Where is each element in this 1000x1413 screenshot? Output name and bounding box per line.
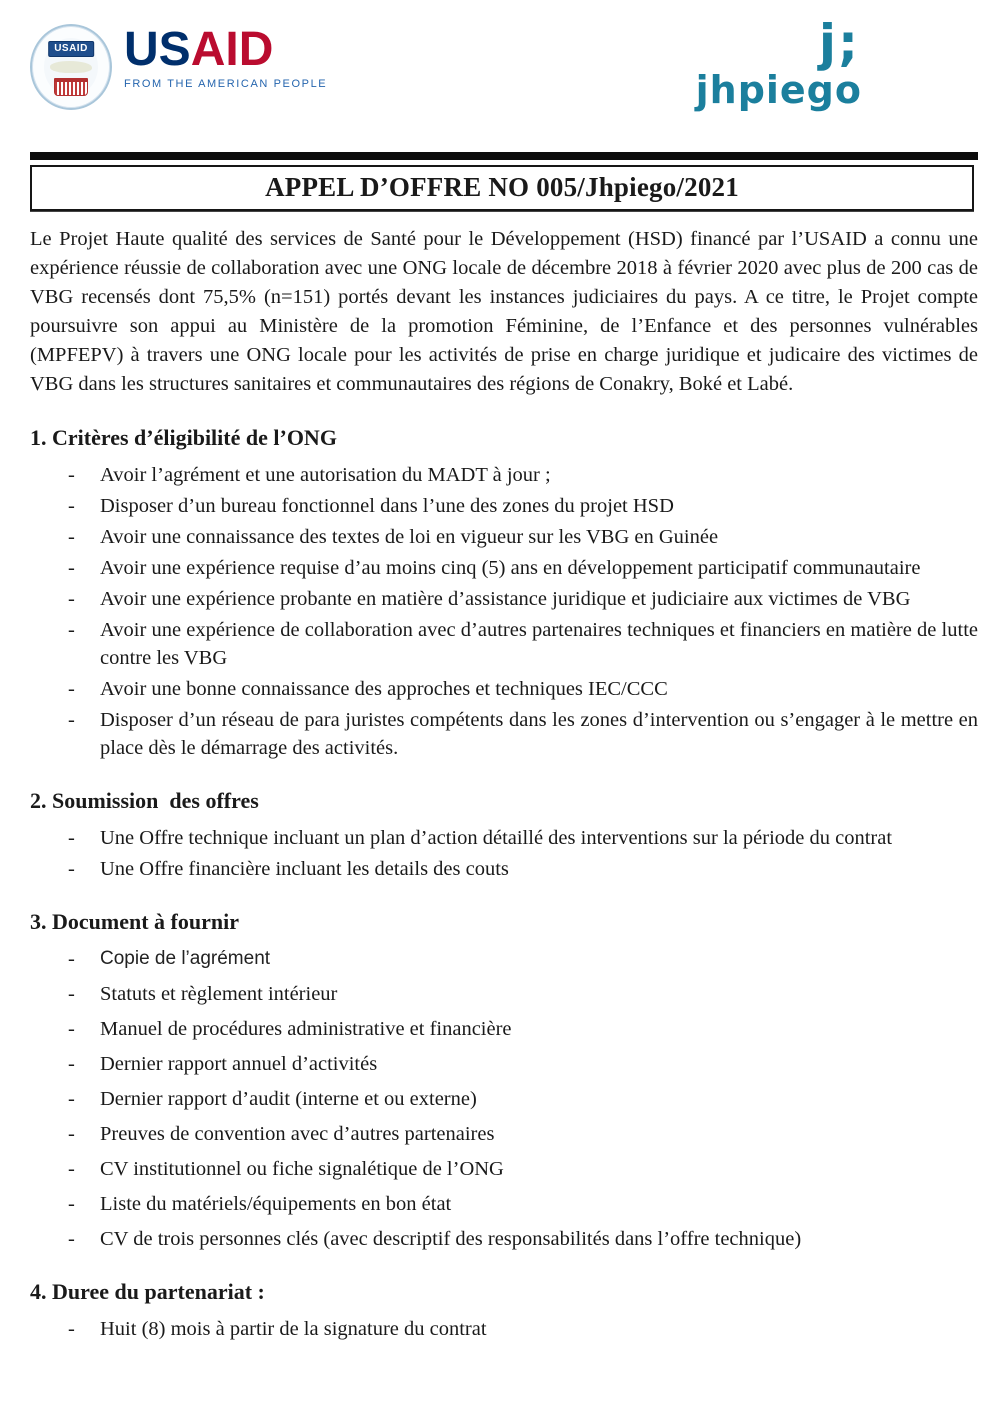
dash-bullet: - — [68, 827, 75, 849]
list-item-text: Avoir une bonne connaissance des approches et techniques IEC/CCC — [100, 678, 668, 700]
list-item-text: Une Offre financière incluant les details des couts — [100, 858, 509, 880]
list-item — [66, 1120, 978, 1148]
list-item — [66, 554, 978, 582]
list-item-text: Avoir une expérience requise d’au moins cinq (5) ans en développement participatif communautaire — [100, 557, 921, 579]
usaid-seal-shield-icon — [54, 78, 88, 96]
document-title: APPEL D’OFFRE NO 005/Jhpiego/2021 — [265, 172, 739, 202]
list-item-text: Liste du matériels/équipements en bon état — [100, 1193, 452, 1215]
usaid-seal-plaque: USAID — [48, 41, 94, 57]
dash-bullet: - — [68, 1318, 75, 1340]
document-title-box — [30, 165, 974, 211]
dash-bullet: - — [68, 1088, 75, 1110]
list-item-text: Disposer d’un réseau de para juristes compétents dans les zones d’intervention ou s’engager à le mettre en place dès le démarrage des activités. — [100, 709, 978, 759]
list-item — [66, 855, 978, 883]
dash-bullet: - — [68, 858, 75, 880]
list-item — [66, 706, 978, 762]
list-item-text: Avoir une expérience probante en matière d’assistance juridique et judiciaire aux victimes de VBG — [100, 588, 911, 610]
list-item — [66, 461, 978, 489]
list-item-text: Disposer d’un bureau fonctionnel dans l’une des zones du projet HSD — [100, 495, 674, 517]
section-soumission — [30, 786, 978, 883]
section-heading: 4. Duree du partenariat : — [30, 1279, 265, 1304]
list-item-text: Statuts et règlement intérieur — [100, 983, 338, 1005]
dash-bullet: - — [68, 1228, 75, 1250]
dash-bullet: - — [68, 619, 75, 641]
list-item-text: Dernier rapport d’audit (interne et ou externe) — [100, 1088, 477, 1110]
dash-bullet: - — [68, 983, 75, 1005]
jhpiego-logo — [696, 14, 862, 110]
usaid-aid-text: AID — [190, 23, 274, 76]
section-items — [30, 824, 978, 883]
dash-bullet: - — [68, 1053, 75, 1075]
list-item — [66, 945, 978, 973]
list-item-text: CV de trois personnes clés (avec descriptif des responsabilités dans l’offre technique) — [100, 1228, 802, 1250]
dash-bullet: - — [68, 1018, 75, 1040]
usaid-wordmark — [124, 24, 327, 90]
dash-bullet: - — [68, 495, 75, 517]
list-item — [66, 980, 978, 1008]
section-items — [30, 1315, 978, 1343]
dash-bullet: - — [68, 526, 75, 548]
usaid-tagline: FROM THE AMERICAN PEOPLE — [124, 78, 328, 90]
dash-bullet: - — [68, 709, 75, 731]
section-heading: 3. Document à fournir — [30, 909, 239, 934]
dash-bullet: - — [68, 1158, 75, 1180]
usaid-wordmark-text — [124, 23, 327, 76]
dash-bullet: - — [68, 678, 75, 700]
list-item — [66, 1015, 978, 1043]
list-item — [66, 585, 978, 613]
header — [30, 14, 978, 126]
list-item — [66, 1190, 978, 1218]
jhpiego-mark-icon: j; — [818, 14, 860, 72]
list-item-text: Une Offre technique incluant un plan d’action détaillé des interventions sur la période du contrat — [100, 827, 893, 849]
dash-bullet: - — [68, 1193, 75, 1215]
section-duree — [30, 1277, 978, 1343]
usaid-us-text: US — [124, 23, 191, 76]
list-item-text: Dernier rapport annuel d’activités — [100, 1053, 378, 1075]
list-item — [66, 1155, 978, 1183]
list-item — [66, 492, 978, 520]
dash-bullet: - — [68, 1123, 75, 1145]
list-item — [66, 616, 978, 672]
list-item — [66, 675, 978, 703]
list-item-text: Huit (8) mois à partir de la signature du contrat — [100, 1318, 487, 1340]
list-item-text: Avoir une expérience de collaboration avec d’autres partenaires techniques et financiers en matière de lutte contre les VBG — [100, 619, 978, 669]
section-items — [30, 461, 978, 762]
section-heading: 2. Soumission des offres — [30, 788, 259, 813]
jhpiego-name: jhpiego — [695, 68, 862, 112]
list-item — [66, 1315, 978, 1343]
dash-bullet: - — [68, 557, 75, 579]
dash-bullet: - — [68, 588, 75, 610]
section-items — [30, 945, 978, 1253]
list-item — [66, 523, 978, 551]
list-item-text: Avoir l’agrément et une autorisation du MADT à jour ; — [100, 464, 551, 486]
list-item — [66, 1225, 978, 1253]
list-item — [66, 1085, 978, 1113]
list-item-text: Copie de l’agrément — [100, 948, 271, 969]
list-item-text: Avoir une connaissance des textes de loi en vigueur sur les VBG en Guinée — [100, 526, 719, 548]
section-criteres — [30, 423, 978, 762]
dash-bullet: - — [68, 464, 75, 486]
list-item — [66, 824, 978, 852]
section-heading: 1. Critères d’éligibilité de l’ONG — [30, 425, 337, 450]
section-documents — [30, 907, 978, 1253]
list-item-text: Manuel de procédures administrative et financière — [100, 1018, 512, 1040]
list-item-text: Preuves de convention avec d’autres partenaires — [100, 1123, 495, 1145]
dash-bullet: - — [68, 948, 75, 970]
divider-bar — [30, 152, 978, 160]
intro-paragraph: Le Projet Haute qualité des services de Santé pour le Développement (HSD) financé par l’USAID a connu une expérience réussie de collaboration avec une ONG locale de décembre 2018 à février 2020 avec plus de 200 cas de VBG recensés dont 75,5% (n=151) portés devant les instances judiciaires du pays. A ce titre, le Projet compte poursuivre son appui au Ministère de la promotion Féminine, de l’Enfance et des personnes vulnérables (MPFEPV) à travers une ONG locale pour les activités de prise en charge juridique et judicaire des victimes de VBG dans les structures sanitaires et communautaires des régions de Conakry, Boké et Labé. — [30, 228, 978, 395]
list-item — [66, 1050, 978, 1078]
usaid-logo — [30, 14, 327, 110]
usaid-seal-eagle-icon — [50, 61, 92, 73]
usaid-seal-icon — [30, 24, 112, 110]
list-item-text: CV institutionnel ou fiche signalétique de l’ONG — [100, 1158, 504, 1180]
